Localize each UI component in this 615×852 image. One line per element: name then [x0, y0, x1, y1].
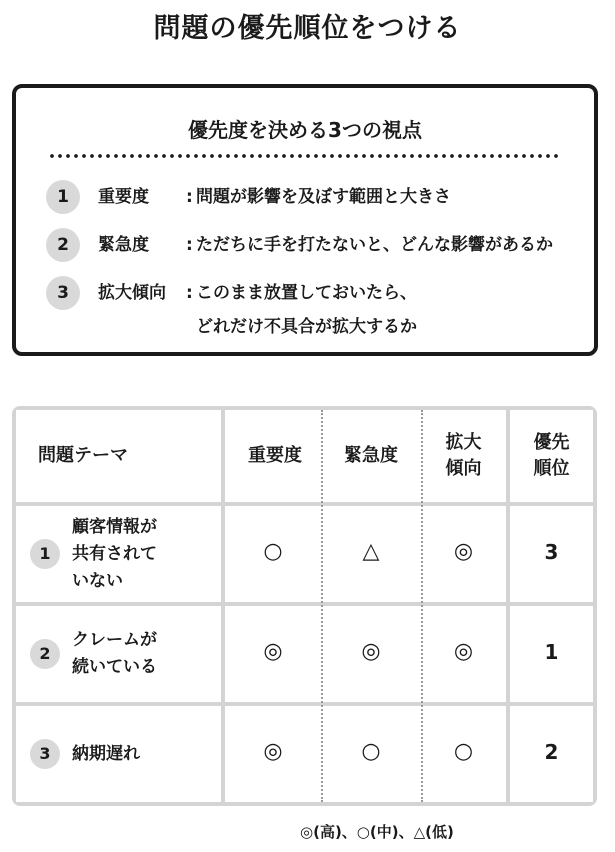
rating-urgency: ○ — [361, 739, 381, 764]
rating-importance: ◎ — [263, 739, 283, 764]
priority-table — [12, 406, 597, 806]
theme-line: 顧客情報が — [72, 517, 157, 537]
priority-rank: 1 — [544, 640, 559, 664]
theme-line: 共有されて — [72, 544, 157, 564]
row-3-theme-cell — [16, 706, 221, 802]
criterion-description: 問題が影響を及ぼす範囲と大きさ — [196, 187, 451, 207]
row-1-ratings-cell — [225, 506, 506, 602]
criterion-description-line2: どれだけ不具合が拡大するか — [196, 317, 417, 337]
rating-importance: ○ — [263, 539, 283, 564]
row-3-ratings-cell — [225, 706, 506, 802]
rating-expansion: ○ — [453, 739, 474, 764]
header-group-cell — [225, 410, 506, 502]
header-expansion-line1: 拡大 — [445, 432, 482, 453]
criterion-separator: : — [186, 187, 193, 207]
priority-rank: 3 — [544, 540, 559, 564]
row-number: 3 — [30, 739, 60, 769]
row-theme — [72, 741, 140, 768]
header-theme: 問題テーマ — [38, 445, 128, 466]
row-2-ratings-cell — [225, 606, 506, 702]
column-divider — [421, 410, 423, 802]
rating-expansion: ◎ — [453, 639, 474, 664]
criterion-number: 1 — [46, 180, 80, 214]
theme-line: クレームが — [72, 630, 157, 650]
header-priority-line1: 優先 — [533, 432, 570, 453]
rating-expansion: ◎ — [453, 539, 474, 564]
row-3-priority-cell — [510, 706, 593, 802]
row-number: 1 — [30, 539, 60, 569]
row-theme — [72, 514, 157, 595]
criterion-separator: : — [186, 283, 193, 303]
criteria-heading: 優先度を決める3つの視点 — [188, 118, 422, 142]
row-2-priority-cell — [510, 606, 593, 702]
header-priority — [510, 430, 593, 482]
criterion-name: 重要度 — [98, 187, 149, 207]
row-1-priority-cell — [510, 506, 593, 602]
criterion-description: このまま放置しておいたら、 — [196, 283, 417, 303]
criterion-name: 拡大傾向 — [98, 283, 166, 303]
row-number: 2 — [30, 639, 60, 669]
header-expansion-line2: 傾向 — [445, 458, 482, 479]
legend: ◎(高)、○(中)、△(低) — [300, 823, 454, 841]
criterion-number: 3 — [46, 276, 80, 310]
criterion-importance — [46, 180, 586, 214]
rating-urgency: △ — [362, 539, 380, 564]
priority-rank: 2 — [544, 740, 559, 764]
dotted-divider — [48, 154, 562, 158]
criterion-separator: : — [186, 235, 193, 255]
criterion-description: ただちに手を打たないと、どんな影響があるか — [196, 235, 553, 255]
row-theme — [72, 627, 157, 681]
header-priority-cell — [510, 410, 593, 502]
header-importance: 重要度 — [248, 445, 302, 466]
header-urgency: 緊急度 — [344, 445, 398, 466]
header-priority-line2: 順位 — [533, 458, 570, 479]
row-1-theme-cell — [16, 506, 221, 602]
theme-line: いない — [72, 571, 123, 591]
theme-line: 納期遅れ — [72, 744, 140, 764]
criterion-urgency — [46, 228, 586, 262]
rating-importance: ◎ — [263, 639, 283, 664]
header-expansion — [421, 430, 506, 482]
header-theme-cell — [16, 410, 221, 502]
page-title: 問題の優先順位をつける — [153, 13, 462, 44]
rating-urgency: ◎ — [361, 639, 381, 664]
row-2-theme-cell — [16, 606, 221, 702]
criterion-expansion — [46, 276, 586, 344]
criteria-box — [12, 84, 598, 356]
theme-line: 続いている — [72, 657, 157, 677]
criterion-number: 2 — [46, 228, 80, 262]
column-divider — [321, 410, 323, 802]
criterion-name: 緊急度 — [98, 235, 149, 255]
